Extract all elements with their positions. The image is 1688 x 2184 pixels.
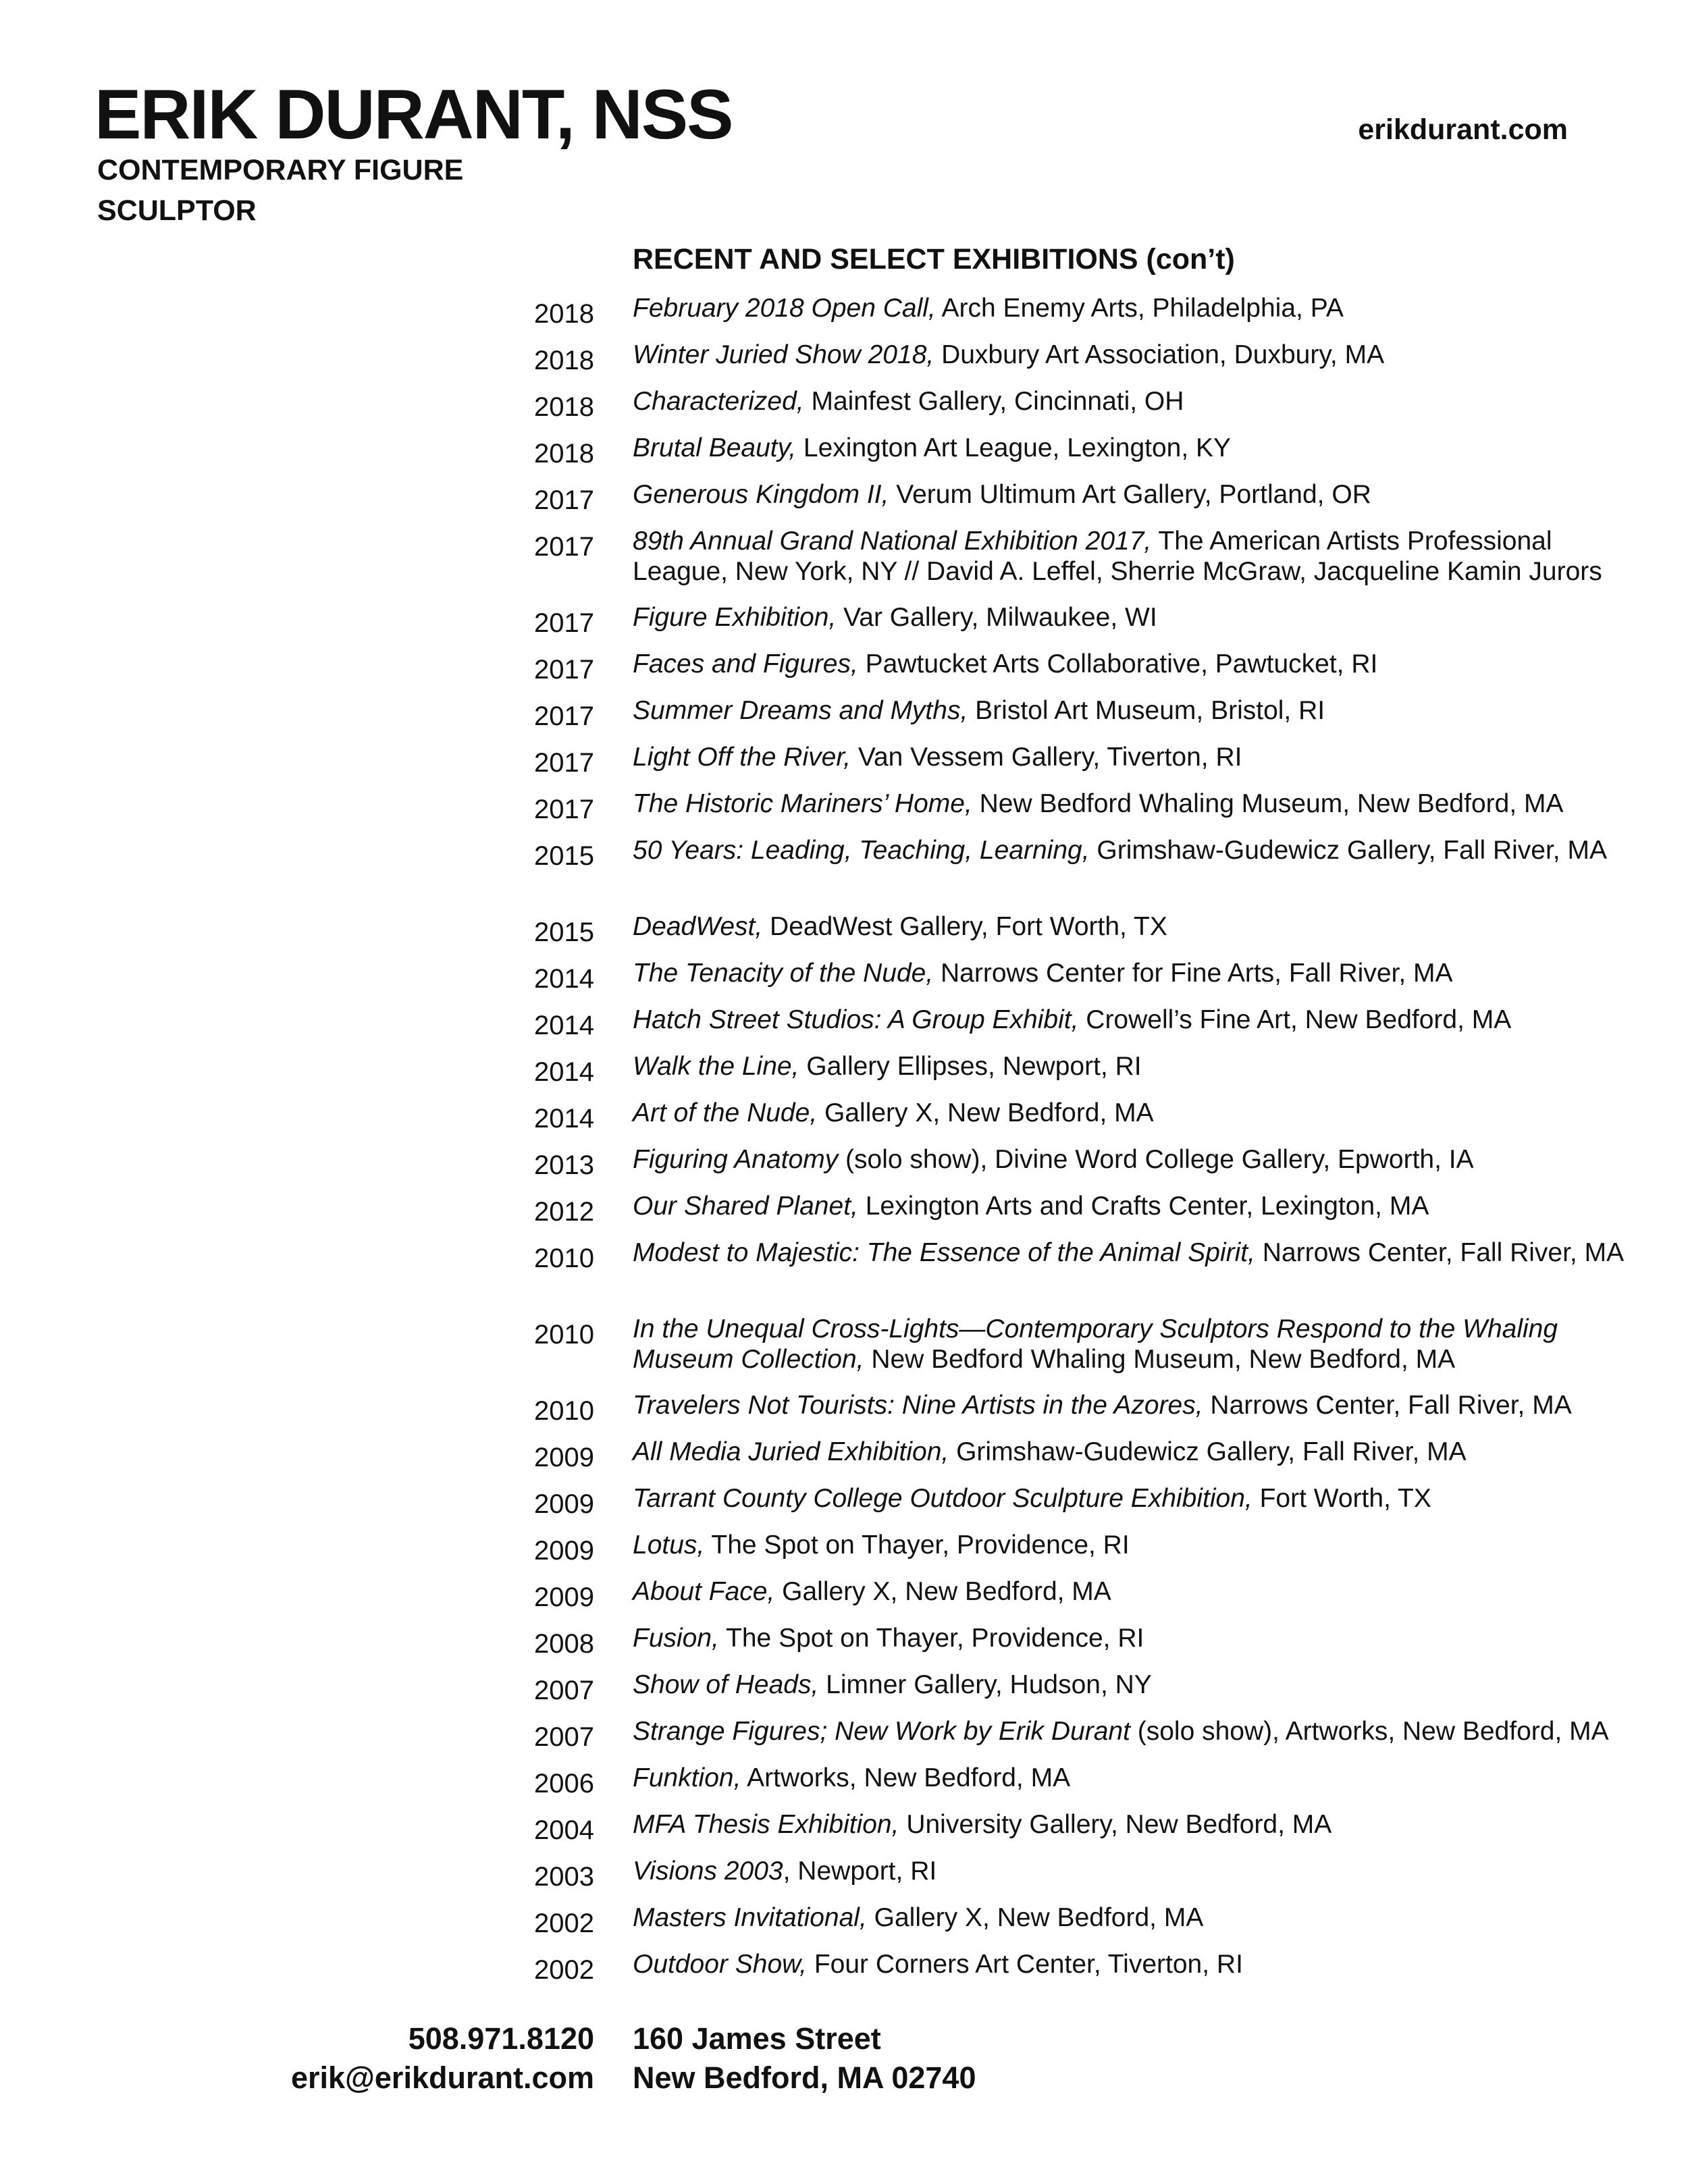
exhibition-entry [633, 911, 1625, 942]
exhibition-entry [633, 1949, 1625, 1979]
exhibition-row [0, 1949, 1688, 1996]
exhibition-entry [633, 340, 1625, 370]
exhibition-details: Gallery X, New Bedford, MA [874, 1903, 1204, 1932]
exhibition-title: DeadWest, [633, 912, 763, 941]
exhibition-details: (solo show), Artworks, New Bedford, MA [1137, 1717, 1609, 1746]
exhibition-title: Lotus, [633, 1530, 705, 1560]
exhibition-entry [633, 1530, 1625, 1560]
exhibition-details: University Gallery, New Bedford, MA [906, 1810, 1332, 1839]
exhibition-details: Verum Ultimum Art Gallery, Portland, OR [896, 480, 1371, 509]
exhibition-entry [633, 1098, 1625, 1128]
exhibition-details: (solo show), Divine Word College Gallery, Epworth, IA [845, 1145, 1474, 1174]
exhibition-row [0, 1809, 1688, 1856]
exhibition-row [0, 1763, 1688, 1809]
exhibition-entry [633, 835, 1625, 865]
exhibition-entry [633, 649, 1625, 679]
exhibition-details: Gallery X, New Bedford, MA [782, 1577, 1111, 1606]
exhibition-details: New Bedford Whaling Museum, New Bedford, MA [979, 789, 1564, 818]
exhibition-row [0, 789, 1688, 835]
exhibition-row [0, 1051, 1688, 1098]
exhibition-row [0, 1530, 1688, 1576]
exhibition-entry [633, 1576, 1625, 1607]
exhibition-year: 2018 [534, 346, 594, 375]
exhibition-year: 2008 [534, 1629, 594, 1659]
exhibition-title: Brutal Beauty, [633, 433, 797, 462]
exhibition-year: 2009 [534, 1489, 594, 1519]
exhibition-row [0, 386, 1688, 433]
exhibition-entry [633, 789, 1625, 819]
exhibition-row [0, 1856, 1688, 1902]
address-city: New Bedford, MA 02740 [633, 2060, 976, 2095]
exhibition-details: The Spot on Thayer, Providence, RI [711, 1530, 1130, 1560]
exhibition-row [0, 1437, 1688, 1483]
exhibition-title: Masters Invitational, [633, 1903, 867, 1932]
exhibition-details: Crowell’s Fine Art, New Bedford, MA [1086, 1005, 1512, 1034]
exhibition-year: 2003 [534, 1862, 594, 1892]
exhibition-entry [633, 433, 1625, 463]
exhibition-details: DeadWest Gallery, Fort Worth, TX [770, 912, 1167, 941]
exhibition-year: 2007 [534, 1676, 594, 1705]
exhibition-title: Funktion, [633, 1763, 741, 1792]
exhibition-entry [633, 1902, 1625, 1933]
exhibition-year: 2017 [534, 748, 594, 778]
exhibition-title: 50 Years: Leading, Teaching, Learning, [633, 836, 1090, 865]
exhibition-details: Narrows Center, Fall River, MA [1210, 1391, 1572, 1420]
exhibition-row [0, 958, 1688, 1005]
exhibition-entry [633, 695, 1625, 726]
exhibition-entry [633, 1051, 1625, 1082]
exhibition-details: The Spot on Thayer, Providence, RI [726, 1624, 1144, 1653]
website-link[interactable]: erikdurant.com [1358, 113, 1568, 146]
exhibition-year: 2009 [534, 1443, 594, 1472]
exhibition-details: Artworks, New Bedford, MA [747, 1763, 1071, 1792]
exhibition-row [0, 340, 1688, 386]
contact-email[interactable]: erik@erikdurant.com [290, 2060, 594, 2095]
exhibition-details: New Bedford Whaling Museum, New Bedford, MA [871, 1345, 1456, 1374]
exhibition-year: 2014 [534, 1104, 594, 1134]
exhibition-details: Four Corners Art Center, Tiverton, RI [814, 1950, 1243, 1979]
exhibition-row [0, 649, 1688, 695]
exhibition-title: Generous Kingdom II, [633, 480, 889, 509]
artist-subtitle [97, 150, 463, 231]
exhibition-title: All Media Juried Exhibition, [633, 1437, 949, 1466]
exhibition-year: 2015 [534, 841, 594, 871]
exhibition-details: Limner Gallery, Hudson, NY [826, 1670, 1152, 1699]
exhibition-entry [633, 1763, 1625, 1793]
exhibition-details: Var Gallery, Milwaukee, WI [843, 603, 1157, 632]
exhibition-year: 2018 [534, 392, 594, 422]
exhibition-row [0, 1191, 1688, 1237]
exhibition-row [0, 1483, 1688, 1530]
exhibition-title: Figuring Anatomy [633, 1145, 839, 1174]
exhibition-year: 2017 [534, 532, 594, 562]
subtitle-line-2: SCULPTOR [97, 194, 257, 227]
exhibition-entry [633, 602, 1625, 633]
exhibition-title: Strange Figures; New Work by Erik Durant [633, 1717, 1130, 1746]
exhibition-title: Travelers Not Tourists: Nine Artists in the Azores, [633, 1391, 1203, 1420]
exhibition-entry [633, 1670, 1625, 1700]
exhibition-title: Our Shared Planet, [633, 1192, 858, 1221]
exhibition-year: 2017 [534, 701, 594, 731]
exhibition-year: 2014 [534, 1057, 594, 1087]
exhibition-entry [633, 958, 1625, 988]
exhibition-entry [633, 1390, 1625, 1420]
exhibition-year: 2017 [534, 608, 594, 638]
exhibition-details: Gallery X, New Bedford, MA [824, 1098, 1154, 1127]
exhibition-title: The Tenacity of the Nude, [633, 959, 934, 988]
exhibition-title: MFA Thesis Exhibition, [633, 1810, 899, 1839]
exhibition-row [0, 433, 1688, 479]
exhibition-row [0, 479, 1688, 526]
exhibition-row [0, 1314, 1688, 1390]
exhibition-title: Summer Dreams and Myths, [633, 696, 968, 725]
exhibition-entry [633, 1314, 1625, 1375]
exhibition-year: 2018 [534, 299, 594, 329]
exhibition-entry [633, 1144, 1625, 1175]
exhibition-entry [633, 386, 1625, 417]
exhibition-year: 2017 [534, 485, 594, 515]
exhibition-entry [633, 1856, 1625, 1886]
exhibition-year: 2018 [534, 439, 594, 469]
exhibition-row [0, 835, 1688, 911]
exhibition-row [0, 293, 1688, 340]
exhibition-year: 2010 [534, 1396, 594, 1426]
exhibition-entry [633, 293, 1625, 323]
exhibition-details: Gallery Ellipses, Newport, RI [806, 1052, 1142, 1081]
exhibition-title: About Face, [633, 1577, 775, 1606]
exhibition-row [0, 526, 1688, 602]
subtitle-line-1: CONTEMPORARY FIGURE [97, 154, 464, 186]
exhibition-row [0, 695, 1688, 742]
exhibition-title: Visions 2003 [633, 1857, 783, 1886]
exhibition-details: Grimshaw-Gudewicz Gallery, Fall River, MA [956, 1437, 1467, 1466]
exhibition-details: Narrows Center, Fall River, MA [1262, 1238, 1625, 1267]
exhibition-details: Lexington Art League, Lexington, KY [803, 433, 1232, 462]
exhibition-title: Faces and Figures, [633, 649, 858, 678]
exhibition-details: , Newport, RI [783, 1857, 937, 1886]
exhibition-row [0, 742, 1688, 789]
exhibition-details: Arch Enemy Arts, Philadelphia, PA [941, 294, 1344, 323]
exhibition-title: Walk the Line, [633, 1052, 799, 1081]
exhibition-row [0, 1098, 1688, 1144]
exhibition-entry [633, 1483, 1625, 1514]
exhibition-list [0, 293, 1688, 1996]
address-street: 160 James Street [633, 2021, 881, 2056]
exhibition-year: 2013 [534, 1150, 594, 1180]
exhibition-title: 89th Annual Grand National Exhibition 2017, [633, 527, 1152, 556]
exhibition-title: Outdoor Show, [633, 1950, 807, 1979]
exhibition-details: Fort Worth, TX [1259, 1484, 1431, 1513]
artist-name: ERIK DURANT, NSS [95, 76, 733, 154]
contact-phone[interactable]: 508.971.8120 [408, 2021, 594, 2056]
exhibition-row [0, 1902, 1688, 1949]
exhibition-details: Bristol Art Museum, Bristol, RI [975, 696, 1325, 725]
exhibition-title: In the Unequal Cross-Lights—Contemporary Sculptors Respond to the Whaling Museum Collection, [633, 1314, 1558, 1374]
exhibition-entry [633, 1191, 1625, 1221]
exhibition-year: 2002 [534, 1955, 594, 1985]
exhibition-title: Hatch Street Studios: A Group Exhibit, [633, 1005, 1079, 1034]
exhibition-title: Art of the Nude, [633, 1098, 818, 1127]
exhibition-year: 2017 [534, 655, 594, 685]
exhibition-title: Fusion, [633, 1624, 719, 1653]
exhibition-entry [633, 1005, 1625, 1035]
exhibition-details: Van Vessem Gallery, Tiverton, RI [858, 743, 1242, 772]
exhibition-row [0, 911, 1688, 958]
exhibition-entry [633, 1437, 1625, 1467]
exhibition-row [0, 1005, 1688, 1051]
exhibition-details: Narrows Center for Fine Arts, Fall River, MA [941, 959, 1453, 988]
exhibition-row [0, 1576, 1688, 1623]
section-title: RECENT AND SELECT EXHIBITIONS (con’t) [633, 243, 1235, 275]
exhibition-year: 2015 [534, 917, 594, 947]
exhibition-details: Grimshaw-Gudewicz Gallery, Fall River, MA [1097, 836, 1607, 865]
exhibition-entry [633, 1716, 1625, 1747]
exhibition-details: Lexington Arts and Crafts Center, Lexington, MA [865, 1192, 1429, 1221]
exhibition-year: 2012 [534, 1197, 594, 1227]
exhibition-entry [633, 479, 1625, 510]
exhibition-details: Duxbury Art Association, Duxbury, MA [941, 340, 1385, 369]
exhibition-entry [633, 1623, 1625, 1653]
exhibition-row [0, 1716, 1688, 1763]
exhibition-year: 2006 [534, 1769, 594, 1799]
exhibition-title: Characterized, [633, 387, 804, 416]
exhibition-title: Modest to Majestic: The Essence of the Animal Spirit, [633, 1238, 1255, 1267]
exhibition-year: 2007 [534, 1722, 594, 1752]
exhibition-title: Light Off the River, [633, 743, 851, 772]
exhibition-row [0, 1144, 1688, 1191]
exhibition-entry [633, 1237, 1625, 1268]
exhibition-year: 2014 [534, 1011, 594, 1040]
exhibition-year: 2004 [534, 1815, 594, 1845]
exhibition-year: 2017 [534, 795, 594, 824]
exhibition-row [0, 1390, 1688, 1437]
exhibition-row [0, 602, 1688, 649]
exhibition-year: 2014 [534, 964, 594, 994]
exhibition-details: The American Artists Professional League, New York, NY // David A. Leffel, Sherrie McGraw, Jacqueline Kamin Jurors [633, 527, 1602, 586]
exhibition-row [0, 1670, 1688, 1716]
exhibition-year: 2010 [534, 1244, 594, 1273]
exhibition-row [0, 1623, 1688, 1670]
exhibition-entry [633, 1809, 1625, 1840]
exhibition-year: 2002 [534, 1909, 594, 1938]
exhibition-entry [633, 526, 1625, 587]
exhibition-year: 2009 [534, 1536, 594, 1566]
exhibition-entry [633, 742, 1625, 772]
exhibition-title: Show of Heads, [633, 1670, 819, 1699]
exhibition-title: The Historic Mariners’ Home, [633, 789, 972, 818]
exhibition-details: Mainfest Gallery, Cincinnati, OH [811, 387, 1184, 416]
exhibition-row [0, 1237, 1688, 1314]
exhibition-year: 2010 [534, 1320, 594, 1350]
exhibition-title: February 2018 Open Call, [633, 294, 936, 323]
exhibition-title: Figure Exhibition, [633, 603, 837, 632]
exhibition-details: Pawtucket Arts Collaborative, Pawtucket, RI [865, 649, 1378, 678]
exhibition-year: 2009 [534, 1582, 594, 1612]
exhibition-title: Tarrant County College Outdoor Sculpture Exhibition, [633, 1484, 1252, 1513]
exhibition-title: Winter Juried Show 2018, [633, 340, 934, 369]
